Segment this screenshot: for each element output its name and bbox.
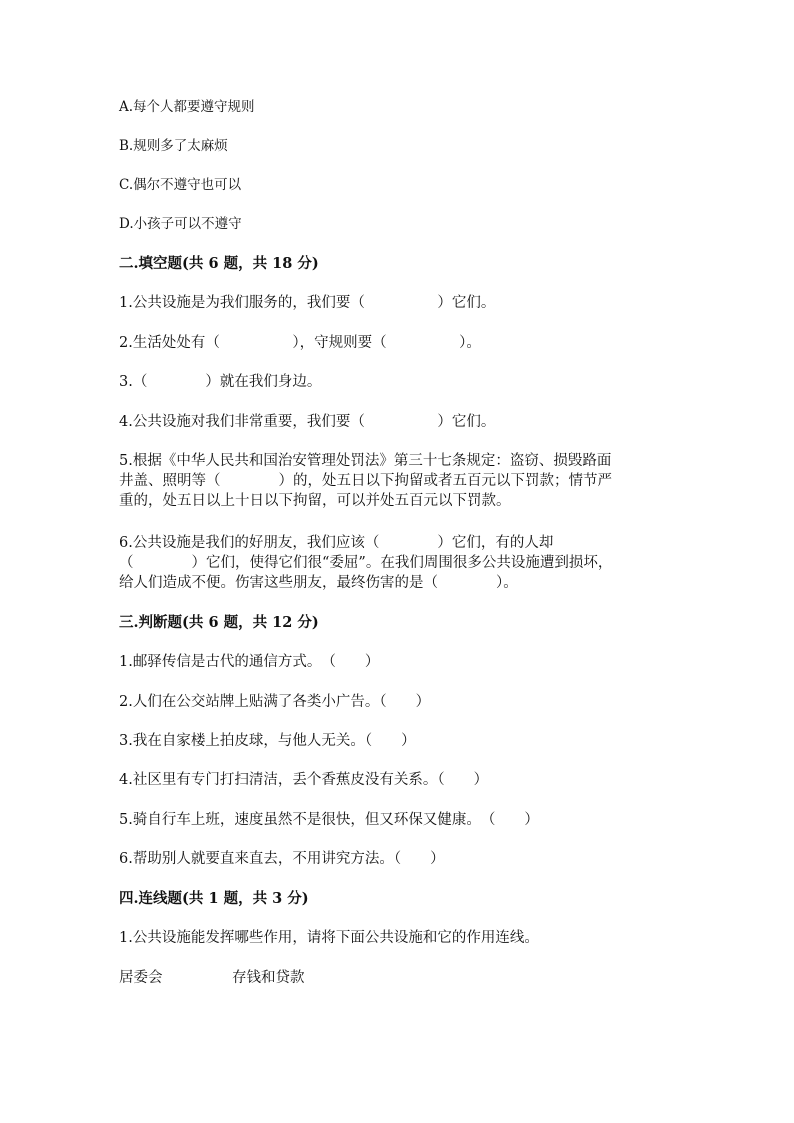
option-d: D.小孩子可以不遵守 <box>119 216 242 232</box>
fill-question-1: 1.公共设施是为我们服务的，我们要（ ）它们。 <box>119 295 496 311</box>
fill-question-4: 4.公共设施对我们非常重要，我们要（ ）它们。 <box>119 414 496 430</box>
fill-question-5-line-3: 重的，处五日以上十日以下拘留，可以并处五百元以下罚款。 <box>119 493 511 509</box>
fill-question-6-line-3: 给人们造成不便。伤害这些朋友，最终伤害的是（ ）。 <box>119 575 518 591</box>
match-left-item: 居委会 <box>119 970 163 986</box>
judge-question-4: 4.社区里有专门打扫清洁，丢个香蕉皮没有关系。（ ） <box>119 772 489 788</box>
fill-question-5-line-1: 5.根据《中华人民共和国治安管理处罚法》第三十七条规定：盗窃、损毁路面 <box>119 453 612 469</box>
match-right-item: 存钱和贷款 <box>232 970 305 986</box>
fill-question-2: 2.生活处处有（ ），守规则要（ ）。 <box>119 335 481 351</box>
judge-question-6: 6.帮助别人就要直来直去，不用讲究方法。（ ） <box>119 851 445 867</box>
judge-question-5: 5.骑自行车上班，速度虽然不是很快，但又环保又健康。 （ ） <box>119 812 539 828</box>
judge-question-3: 3.我在自家楼上拍皮球，与他人无关。（ ） <box>119 733 416 749</box>
fill-question-5-line-2: 井盖、照明等（ ）的，处五日以下拘留或者五百元以下罚款；情节严 <box>119 473 612 489</box>
judge-question-2: 2.人们在公交站牌上贴满了各类小广告。（ ） <box>119 694 431 710</box>
judge-question-1: 1.邮驿传信是古代的通信方式。 （ ） <box>119 654 380 670</box>
section-3-title: 三.判断题(共 6 题，共 12 分) <box>119 614 319 631</box>
option-a: A.每个人都要遵守规则 <box>119 99 255 115</box>
option-c: C.偶尔不遵守也可以 <box>119 177 242 193</box>
match-question-1: 1.公共设施能发挥哪些作用，请将下面公共设施和它的作用连线。 <box>119 930 539 946</box>
fill-question-6-line-1: 6.公共设施是我们的好朋友，我们应该（ ）它们，有的人却 <box>119 535 554 551</box>
fill-question-6-line-2: （ ）它们，使得它们很“委屈”。在我们周围很多公共设施遭到损坏， <box>119 555 613 571</box>
section-2-title: 二.填空题(共 6 题，共 18 分) <box>119 255 319 272</box>
section-4-title: 四.连线题(共 1 题，共 3 分) <box>119 890 309 907</box>
fill-question-3: 3.（ ）就在我们身边。 <box>119 374 322 390</box>
option-b: B.规则多了太麻烦 <box>119 138 228 154</box>
